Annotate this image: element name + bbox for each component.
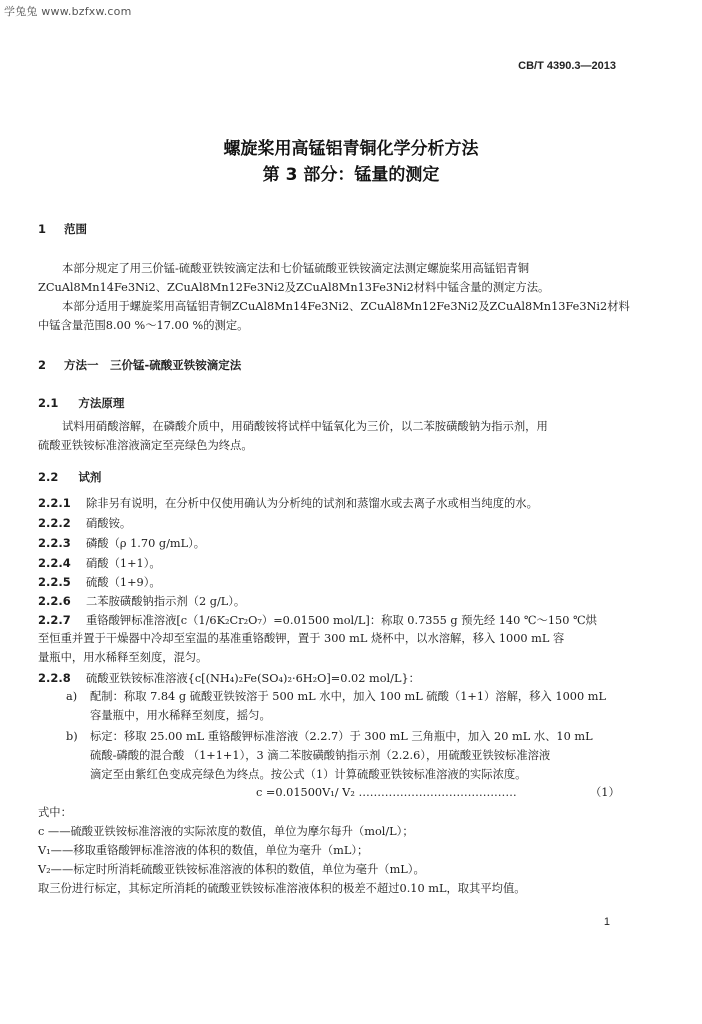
list-item-a	[66, 690, 606, 704]
section-title: 试剂	[78, 470, 102, 484]
item-text: 硝酸（1+1）。	[86, 557, 161, 570]
reagent-item	[38, 516, 131, 531]
variable-definition: c ——硫酸亚铁铵标准溶液的实际浓度的数值，单位为摩尔每升（mol/L）；	[38, 825, 414, 838]
item-text: 磷酸（ρ 1.70 g/mL）。	[86, 537, 206, 550]
reagent-item	[38, 575, 161, 590]
item-number: 2.2.4	[38, 556, 71, 570]
variable-definition: V₂——标定时所消耗硫酸亚铁铵标准溶液的体积的数值，单位为毫升（mL）。	[38, 863, 425, 876]
section-number: 2	[38, 358, 47, 372]
reagent-item	[38, 594, 245, 609]
paragraph-line: 试料用硝酸溶解，在磷酸介质中，用硝酸铵将试样中锰氧化为三价，以二苯胺磺酸钠为指示剂，用	[62, 420, 548, 433]
paragraph-line: 本部分规定了用三价锰-硫酸亚铁铵滴定法和七价锰硫酸亚铁铵滴定法测定螺旋桨用高锰铝青铜	[62, 262, 529, 275]
item-text: 硫酸（1+9）。	[86, 576, 161, 589]
item-text: 硝酸铵。	[86, 517, 132, 530]
paragraph-line: 硫酸亚铁铵标准溶液滴定至亮绿色为终点。	[38, 439, 253, 452]
list-label: a)	[66, 690, 78, 703]
item-text: 重铬酸钾标准溶液[c（1/6K₂Cr₂O₇）=0.01500 mol/L]：称取 0.7355 g 预先经 140 ℃～150 ℃烘	[86, 614, 597, 627]
paragraph-line: 中锰含量范围8.00 %～17.00 %的测定。	[38, 319, 249, 332]
variable-definition: V₁——移取重铬酸钾标准溶液的体积的数值，单位为毫升（mL）；	[38, 844, 369, 857]
section-title: 方法一 三价锰-硫酸亚铁铵滴定法	[64, 358, 242, 372]
standard-number: CB/T 4390.3—2013	[518, 60, 616, 72]
reagent-item	[38, 536, 205, 551]
paragraph-line: 滴定至由紫红色变成亮绿色为终点。按公式（1）计算硫酸亚铁铵标准溶液的实际浓度。	[90, 768, 527, 781]
list-item-b	[66, 730, 593, 744]
reagent-item	[38, 556, 161, 571]
reagent-item	[38, 613, 597, 628]
formula-number: （1）	[590, 786, 620, 799]
document-subtitle: 第 3 部分：锰量的测定	[262, 165, 440, 185]
formula: c =0.01500V₁/ V₂ ……………………………………	[256, 786, 517, 799]
item-number: 2.2.2	[38, 516, 71, 530]
document-title: 螺旋桨用高锰铝青铜化学分析方法	[223, 139, 479, 159]
paragraph-line: 量瓶中，用水稀释至刻度，混匀。	[38, 651, 208, 664]
where-label: 式中：	[38, 806, 72, 819]
subsection-2-1-heading	[38, 396, 124, 410]
page-number: 1	[603, 916, 610, 928]
section-1-heading	[38, 222, 87, 236]
section-number: 2.2	[38, 470, 59, 484]
section-title: 范围	[64, 222, 88, 236]
section-2-heading	[38, 358, 241, 372]
watermark: 学兔兔 www.bzfxw.com	[4, 5, 132, 18]
paragraph-line: 容量瓶中，用水稀释至刻度，摇匀。	[90, 709, 271, 722]
section-title: 方法原理	[78, 396, 125, 410]
item-text: 硫酸亚铁铵标准溶液{c[(NH₄)₂Fe(SO₄)₂·6H₂O]=0.02 mol/L}：	[86, 672, 420, 685]
paragraph-line: ZCuAl8Mn14Fe3Ni2、ZCuAl8Mn12Fe3Ni2及ZCuAl8Mn13Fe3Ni2材料中锰含量的测定方法。	[38, 281, 550, 294]
item-text: 二苯胺磺酸钠指示剂（2 g/L）。	[86, 595, 246, 608]
list-text: 配制：称取 7.84 g 硫酸亚铁铵溶于 500 mL 水中，加入 100 mL 硫酸（1+1）溶解，移入 1000 mL	[90, 690, 606, 703]
reagent-item	[38, 496, 538, 511]
paragraph-line: 取三份进行标定，其标定所消耗的硫酸亚铁铵标准溶液体积的极差不超过0.10 mL，取其平均值。	[38, 882, 526, 895]
paragraph-line: 至恒重并置于干燥器中冷却至室温的基准重铬酸钾，置于 300 mL 烧杯中，以水溶解，移入 1000 mL 容	[38, 632, 565, 645]
item-text: 除非另有说明，在分析中仅使用确认为分析纯的试剂和蒸馏水或去离子水或相当纯度的水。	[86, 497, 538, 510]
item-number: 2.2.5	[38, 575, 71, 589]
list-text: 标定：移取 25.00 mL 重铬酸钾标准溶液（2.2.7）于 300 mL 三角瓶中，加入 20 mL 水、10 mL	[90, 730, 593, 743]
item-number: 2.2.7	[38, 613, 71, 627]
item-number: 2.2.3	[38, 536, 71, 550]
reagent-item	[38, 671, 420, 686]
item-number: 2.2.1	[38, 496, 71, 510]
item-number: 2.2.8	[38, 671, 71, 685]
subsection-2-2-heading	[38, 470, 101, 484]
paragraph-line: 硫酸-磷酸的混合酸 （1+1+1），3 滴二苯胺磺酸钠指示剂（2.2.6），用硫酸亚铁铵标准溶液	[90, 749, 551, 762]
section-number: 1	[38, 222, 47, 236]
item-number: 2.2.6	[38, 594, 71, 608]
list-label: b)	[66, 730, 78, 743]
section-number: 2.1	[38, 396, 59, 410]
paragraph-line: 本部分适用于螺旋桨用高锰铝青铜ZCuAl8Mn14Fe3Ni2、ZCuAl8Mn12Fe3Ni2及ZCuAl8Mn13Fe3Ni2材料	[62, 300, 630, 313]
